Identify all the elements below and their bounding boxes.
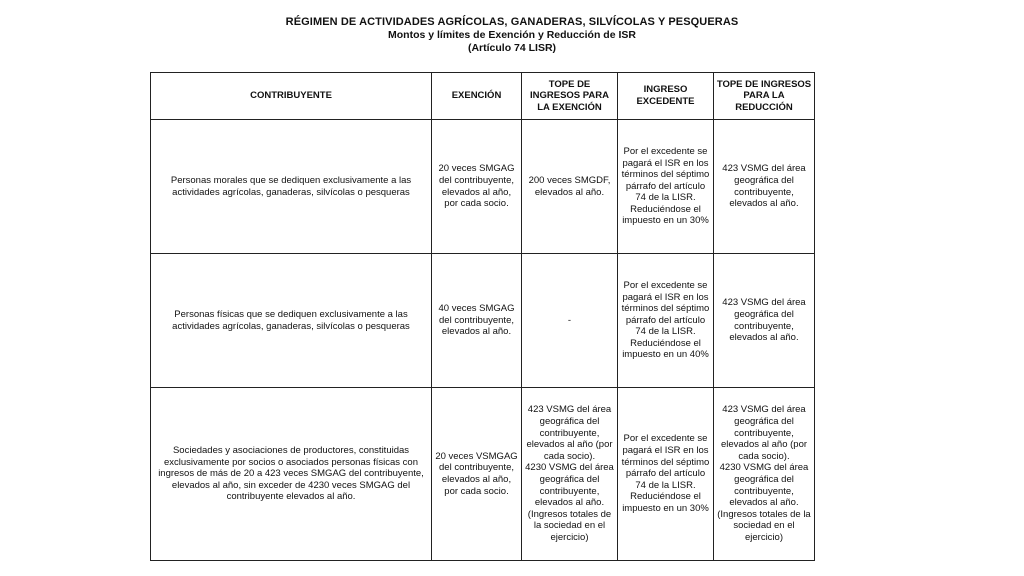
cell-exencion: 20 veces VSMGAG del contribuyente, elevados al año, por cada socio. bbox=[432, 388, 522, 561]
cell-tope-exencion: - bbox=[522, 254, 618, 388]
regime-table bbox=[150, 72, 815, 561]
header-exencion: EXENCIÓN bbox=[432, 73, 522, 120]
cell-contribuyente: Sociedades y asociaciones de productores, constituidas exclusivamente por socios o asociados personas físicas con ingresos de más de 20 a 423 veces SMGAG del contribuyente, elevados al año, sin exceder de 4230 veces SMGAG del contribuyente elevados al año. bbox=[151, 388, 432, 561]
cell-tope-exencion: 200 veces SMGDF, elevados al año. bbox=[522, 120, 618, 254]
cell-ingreso-excedente: Por el excedente se pagará el ISR en los términos del séptimo párrafo del artículo 74 de la LISR. Reduciéndose el impuesto en un 40% bbox=[618, 254, 714, 388]
cell-contribuyente: Personas morales que se dediquen exclusivamente a las actividades agrícolas, ganaderas, silvícolas o pesqueras bbox=[151, 120, 432, 254]
header-contribuyente: CONTRIBUYENTE bbox=[151, 73, 432, 120]
table-row bbox=[151, 254, 815, 388]
document-heading bbox=[0, 16, 1024, 55]
header-tope-exencion: TOPE DE INGRESOS PARA LA EXENCIÓN bbox=[522, 73, 618, 120]
cell-ingreso-excedente: Por el excedente se pagará el ISR en los términos del séptimo párrafo del artículo 74 de la LISR. Reduciéndose el impuesto en un 30% bbox=[618, 120, 714, 254]
cell-ingreso-excedente: Por el excedente se pagará el ISR en los términos del séptimo párrafo del artículo 74 de la LISR. Reduciéndose el impuesto en un 30% bbox=[618, 388, 714, 561]
cell-tope-exencion: 423 VSMG del área geográfica del contribuyente, elevados al año (por cada socio). 4230 VSMG del área geográfica del contribuyente, elevados al año. (Ingresos totales de la sociedad en el ejercicio) bbox=[522, 388, 618, 561]
table-row bbox=[151, 388, 815, 561]
document-subtitle: Montos y límites de Exención y Reducción de ISR bbox=[388, 29, 636, 41]
cell-contribuyente: Personas físicas que se dediquen exclusivamente a las actividades agrícolas, ganaderas, silvícolas o pesqueras bbox=[151, 254, 432, 388]
table-row bbox=[151, 120, 815, 254]
cell-tope-reduccion: 423 VSMG del área geográfica del contribuyente, elevados al año (por cada socio). 4230 VSMG del área geográfica del contribuyente, elevados al año. (Ingresos totales de la sociedad en el ejercicio) bbox=[714, 388, 815, 561]
cell-exencion: 20 veces SMGAG del contribuyente, elevados al año, por cada socio. bbox=[432, 120, 522, 254]
document-title: RÉGIMEN DE ACTIVIDADES AGRÍCOLAS, GANADERAS, SILVÍCOLAS Y PESQUERAS bbox=[285, 16, 739, 28]
header-ingreso-excedente: INGRESO EXCEDENTE bbox=[618, 73, 714, 120]
header-tope-reduccion: TOPE DE INGRESOS PARA LA REDUCCIÓN bbox=[714, 73, 815, 120]
table-header-row bbox=[151, 73, 815, 120]
cell-exencion: 40 veces SMGAG del contribuyente, elevados al año. bbox=[432, 254, 522, 388]
document-article-reference: (Artículo 74 LISR) bbox=[467, 42, 557, 54]
cell-tope-reduccion: 423 VSMG del área geográfica del contribuyente, elevados al año. bbox=[714, 120, 815, 254]
cell-tope-reduccion: 423 VSMG del área geográfica del contribuyente, elevados al año. bbox=[714, 254, 815, 388]
